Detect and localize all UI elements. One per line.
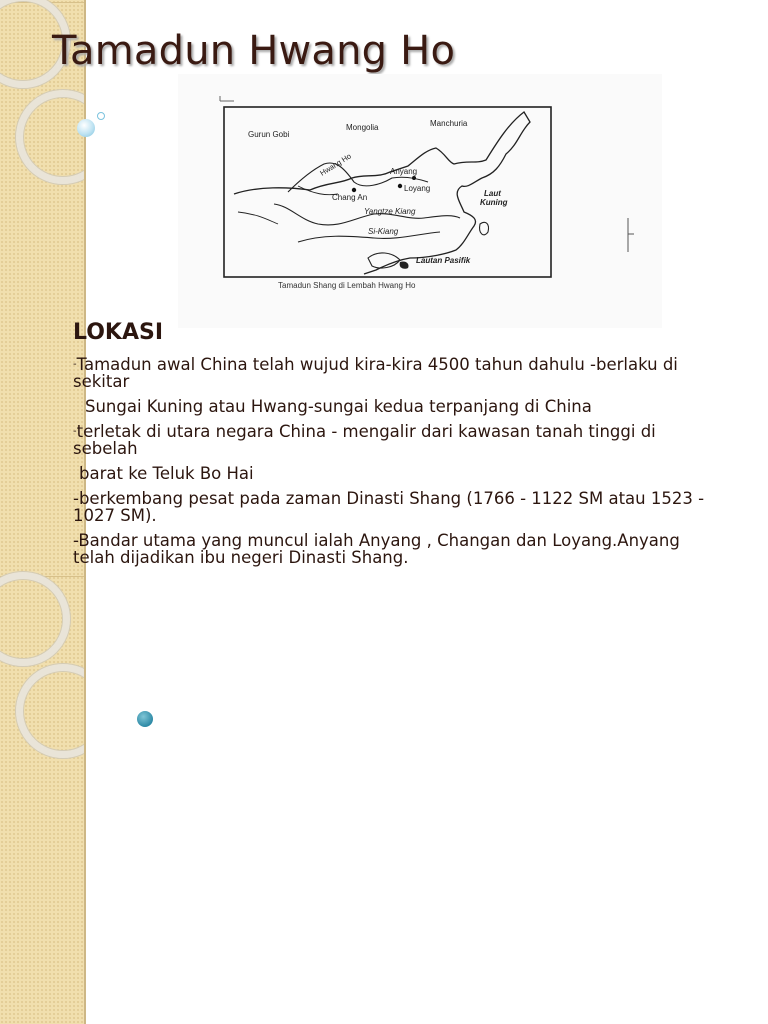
- map-label-yangtze: Yangtze Kiang: [364, 207, 416, 216]
- decorative-bullet-icon: [97, 112, 105, 120]
- map-label-laut: Laut: [484, 189, 501, 198]
- slide-title: Tamadun Hwang Ho: [52, 28, 456, 74]
- section-heading: LOKASI: [73, 320, 164, 345]
- map-label-manchuria: Manchuria: [430, 119, 468, 128]
- map-figure: [178, 74, 662, 328]
- map-label-pasifik: Lautan Pasifik: [416, 256, 471, 265]
- body-paragraph: -Bandar utama yang muncul ialah Anyang , Changan dan Loyang.Anyang telah dijadikan ibu negeri Dinasti Shang.: [73, 531, 680, 567]
- map-label-anyang: Anyang: [390, 167, 418, 176]
- body-paragraph: [73, 423, 713, 457]
- map-label-loyang: Loyang: [404, 184, 431, 193]
- body-paragraph: [73, 356, 713, 390]
- decorative-ring: [16, 664, 86, 758]
- city-dot-anyang: [412, 176, 416, 180]
- city-dot-loyang: [398, 184, 402, 188]
- map-label-hwang-ho: Hwang Ho: [318, 151, 353, 178]
- body-paragraph: barat ke Teluk Bo Hai: [79, 464, 254, 483]
- map-label-gobi: Gurun Gobi: [248, 130, 290, 139]
- map-caption: Tamadun Shang di Lembah Hwang Ho: [278, 281, 416, 290]
- map-label-si-kiang: Si-Kiang: [368, 227, 399, 236]
- map-label-changan: Chang An: [332, 193, 368, 202]
- slide-body: [73, 318, 713, 574]
- decorative-ring: [16, 90, 86, 184]
- decorative-ring: [0, 572, 70, 666]
- city-dot-changan: [352, 188, 356, 192]
- body-paragraph: Sungai Kuning atau Hwang-sungai kedua terpanjang di China: [85, 397, 592, 416]
- paragraph-text: terletak di utara negara China - mengalir dari kawasan tanah tinggi di sebelah: [73, 422, 656, 458]
- bullet-marker: -: [73, 359, 77, 370]
- bullet-marker: -: [73, 426, 77, 437]
- decorative-bullet-icon: [77, 119, 95, 137]
- map-label-kuning: Kuning: [480, 198, 508, 207]
- body-paragraph: -berkembang pesat pada zaman Dinasti Shang (1766 - 1122 SM atau 1523 - 1027 SM).: [73, 489, 705, 525]
- china-map: [178, 74, 662, 328]
- paragraph-text: Tamadun awal China telah wujud kira-kira 4500 tahun dahulu -berlaku di sekitar: [73, 355, 678, 391]
- map-label-mongolia: Mongolia: [346, 123, 379, 132]
- decorative-bullet-icon: [137, 711, 153, 727]
